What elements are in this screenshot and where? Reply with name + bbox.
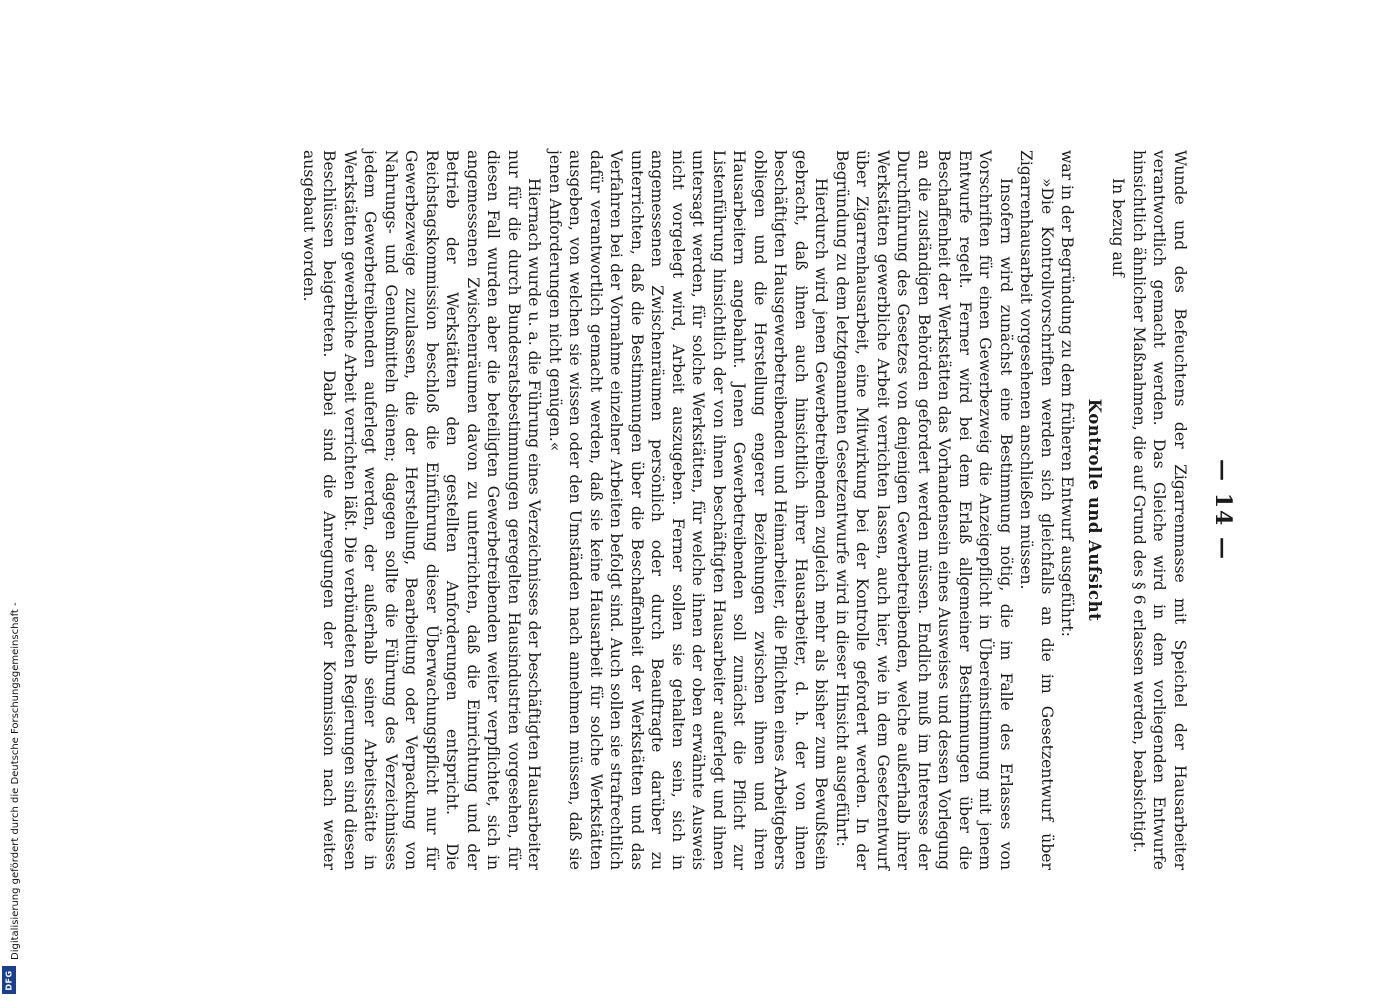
- digitization-credit: [0, 0, 20, 1000]
- dfg-logo: [2, 966, 16, 994]
- paragraph: »Die Kontrollvorschriften werden sich gleichfalls an die im Gesetzentwurf über Zigarrenhausarbeit vorgesehenen anschließen müssen.: [1017, 150, 1056, 870]
- page-body: [299, 150, 1191, 870]
- paragraph: Hierdurch wird jenen Gewerbetreibenden zugleich mehr als bisher zum Bewußtsein gebracht, daß ihnen auch hinsichtlich ihrer Hausarbeiter, d. h. der von ihnen beschäftigten Hausgewerbetreibenden und Heimarbeiter, die Pflichten eines Arbeitgebers obliegen und die Herstellung engerer Beziehungen zwischen ihnen und ihren Hausarbeitern angebahnt. Jenen Gewerbetreibenden soll zunächst die Pflicht zur Listenführung hinsichtlich der von ihnen beschäftigten Hausarbeiter auferlegt und ihnen untersagt werden, für solche Werkstätten, für welche ihnen der oben erwähnte Ausweis nicht vorgelegt wird, Arbeit auszugeben. Ferner sollen sie gehalten sein, sich in angemessenen Zwischenräumen persönlich oder durch Beauftragte darüber zu unterrichten, daß die Bestimmungen über die Beschaffenheit der Werkstätten und das Verfahren bei der Vornahme einzelner Arbeiten befolgt sind. Auch sollen sie strafrechtlich dafür verantwortlich gemacht werden, daß sie keine Hausarbeit für solche Werkstätten ausgeben, von welchen sie wissen oder den Umständen nach annehmen müssen, daß sie jenen Anforderungen nicht genügen.«: [546, 150, 831, 870]
- paragraph: war in der Begründung zu dem früheren Entwurf ausgeführt:: [1058, 150, 1077, 637]
- paragraph: Wunde und des Befeuchtens der Zigarrenmasse mit Speichel der Hausarbeiter verantwortlich gemacht werden. Das Gleiche wird in dem vorliegenden Entwurfe hinsichtlich ähnlicher Maßnahmen, die auf Grund des § 6 erlassen werden, beabsichtigt.: [1130, 150, 1189, 870]
- credit-text: Digitalisierung gefördert durch die Deutsche Forschungsgemeinschaft -: [10, 602, 21, 960]
- section-heading: Kontrolle und Aufsicht: [1085, 398, 1104, 622]
- paragraph: Hiernach wurde u. a. die Führung eines Verzeichnisses der beschäftigten Hausarbeiter nur für die durch Bundesratsbestimmungen geregelten Hausindustrien vorgesehen, für diesen Fall wurden aber die beteiligten Gewerbetreibenden weiter verpflichtet, sich in angemessenen Zwischenräumen davon zu unterrichten, daß die Einrichtung und der Betrieb der Werkstätten den gestellten Anforderungen entspricht. Die Reichstagskommission beschloß die Einführung dieser Überwachungspflicht nur für Gewerbezweige zuzulassen, die der Herstellung, Bearbeitung oder Verpackung von Nahrungs- und Genußmitteln dienen; dagegen sollte die Führung des Verzeichnisses jedem Gewerbetreibenden auferlegt werden, der außerhalb seiner Arbeitsstätte in Werkstätten gewerbliche Arbeit verrichten läßt. Die verbündeten Regierungen sind diesen Beschlüssen beigetreten. Dabei sind die Anregungen der Kommission nach weiter ausgebaut worden.: [300, 150, 544, 870]
- scanned-page: [140, 150, 1240, 870]
- paragraph: Insofern wird zunächst eine Bestimmung nötig, die im Falle des Erlasses von Vorschriften für einen Gewerbezweig die Anzeigepflicht in Übereinstimmung mit jenem Entwurfe regelt. Ferner wird bei dem Erlaß allgemeiner Bestimmungen über die Beschaffenheit der Werkstätten das Vorhandensein eines Ausweises und dessen Vorlegung an die zuständigen Behörden gefordert werden müssen. Endlich muß im Interesse der Durchführung des Gesetzes von denjenigen Gewerbetreibenden, welche außerhalb ihrer Werkstätten gewerbliche Arbeit verrichten lassen, auch hier, wie in dem Gesetzentwurf über Zigarrenhausarbeit, eine Mitwirkung bei der Kontrolle gefordert werden. In der Begründung zu dem letztgenannten Gesetzentwurfe wird in dieser Hinsicht ausgeführt:: [833, 150, 1015, 870]
- dfg-logo-text: DFG: [4, 969, 14, 991]
- page-number: — 14 —: [1210, 459, 1236, 561]
- paragraph: In bezug auf: [1109, 178, 1128, 277]
